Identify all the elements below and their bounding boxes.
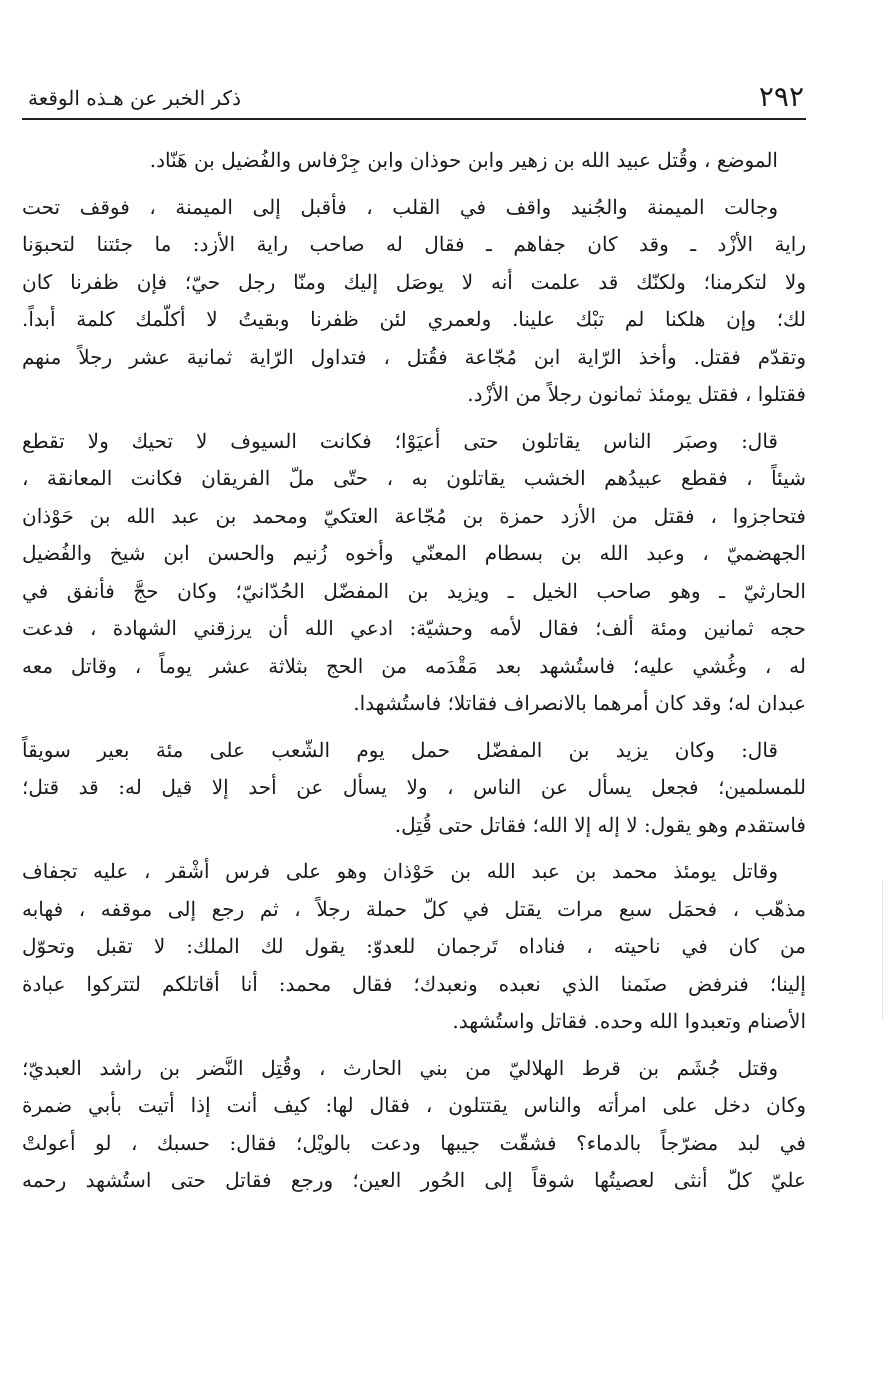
text-line: لك؛ وإن هلكنا لم تبْك علينا. ولعمري لئن ظفرنا وبقيتُ لا أكلّمك كلمة أبداً. <box>22 307 806 331</box>
text-line: فتحاجزوا ، فقتل من الأزد حمزة بن مُجّاعة العتكيّ ومحمد بن عبد الله بن حَوْذان <box>22 503 806 528</box>
text-line: عليّ كلّ أنثى لعصيتُها شوقاً إلى الحُور العين؛ ورجع فقاتل حتى استُشهد رحمه <box>22 1168 806 1192</box>
text-line: وقتل جُشَم بن قرط الهلاليّ من بني الحارث ، وقُتِل النَّضر بن راشد العبديّ؛ <box>22 1055 778 1080</box>
running-title: ذكر الخبر عن هـذه الوقعة <box>28 86 241 110</box>
paragraph <box>22 853 806 1041</box>
text-line: وكان دخل على امرأته والناس يقتتلون ، فقال لها: كيف أنت إذا أتيت بأبي ضمرة <box>22 1093 806 1117</box>
text-line: وقاتل يومئذ محمد بن عبد الله بن حَوْذان وهو على فرس أشْقر ، عليه تجفاف <box>22 859 778 883</box>
page-header <box>22 78 806 120</box>
text-line: شيئاً ، فقطع عبيدُهم الخشب يقاتلون به ، حتّى ملّ الفريقان فكانت المعانقة ، <box>22 466 806 490</box>
text-line: حجه ثمانين ومئة ألف؛ فقال لأمه وحشيّة: ادعي الله أن يرزقني الشهادة ، فدعت <box>22 616 806 640</box>
body-text <box>22 142 806 1200</box>
text-line: له ، وغُشي عليه؛ فاستُشهد بعد مَقْدَمه من الحج بثلاثة عشر يوماً ، وقاتل معه <box>22 653 806 678</box>
text-line: للمسلمين؛ فجعل يسأل عن الناس ، ولا يسأل عن أحد إلا قيل له: قد قتل؛ <box>22 775 806 799</box>
text-line: قال: وصبَر الناس يقاتلون حتى أعيَوْا؛ فكانت السيوف لا تحيك ولا تقطع <box>22 428 778 453</box>
text-line: راية الأزْد ـ وقد كان جفاهم ـ فقال له صاحب راية الأزد: ما جئتنا لتحبوَنا <box>22 232 806 256</box>
paragraph <box>22 732 806 845</box>
paragraph <box>22 1050 806 1200</box>
book-page <box>22 78 806 1200</box>
text-line: فاستقدم وهو يقول: لا إله إلا الله؛ فقاتل حتى قُتِل. <box>394 812 806 837</box>
text-line: الحارثيّ ـ وهو صاحب الخيل ـ ويزيد بن المفضّل الحُدّانيّ؛ وكان حجَّ فأنفق في <box>22 578 806 603</box>
paragraph <box>22 189 806 414</box>
text-line: الجهضميّ ، وعبد الله بن بسطام المعنّي وأخوه زُنيم والحسن ابن شيخ والفُضيل <box>22 541 806 565</box>
text-line: من كان في ناحيته ، فناداه تَرجمان للعدوّ: يقول لك الملك: لا تقبل وتحوّل <box>22 934 806 958</box>
text-line: الموضع ، وقُتل عبيد الله بن زهير وابن حوذان وابن جِرْفاس والفُضيل بن هَنّاد. <box>149 148 778 172</box>
text-line: وتقدّم فقتل. وأخذ الرّاية ابن مُجّاعة فقُتل ، فتداول الرّاية ثمانية عشر رجلاً منهم <box>22 344 806 369</box>
text-line: في لبد مضرّجاً بالدماء؟ فشقّت جيبها ودعت بالويْل؛ فقال: حسبك ، لو أعولتْ <box>22 1130 806 1155</box>
text-line: قال: وكان يزيد بن المفضّل حمل يوم الشّعب على مئة بعير سويقاً <box>22 737 778 762</box>
paragraph <box>22 423 806 723</box>
text-line: إلينا؛ فنرفض صنَمنا الذي نعبده ونعبدك؛ فقال محمد: أنا أقاتلكم لتتركوا عبادة <box>22 971 806 996</box>
gutter-mark <box>882 880 883 1020</box>
text-line: ولا لتكرمنا؛ ولكنّك قد علمت أنه لا يوصَل إليك ومنّا رجل حيّ؛ فإن ظفرنا كان <box>22 269 806 294</box>
text-line: وجالت الميمنة والجُنيد واقف في القلب ، فأقبل إلى الميمنة ، فوقف تحت <box>22 194 778 219</box>
page-number: ٢٩٢ <box>758 80 804 113</box>
text-line: فقتلوا ، فقتل يومئذ ثمانون رجلاً من الأزْد. <box>467 382 806 406</box>
text-line: مذهّب ، فحمَل سبع مرات يقتل في كلّ حملة رجلاً ، ثم رجع إلى موقفه ، فهابه <box>22 896 806 921</box>
text-line: عبدان له؛ وقد كان أمرهما بالانصراف فقاتلا؛ فاستُشهدا. <box>353 691 806 715</box>
paragraph <box>22 142 806 180</box>
text-line: الأصنام وتعبدوا الله وحده. فقاتل واستُشهد. <box>452 1009 806 1033</box>
